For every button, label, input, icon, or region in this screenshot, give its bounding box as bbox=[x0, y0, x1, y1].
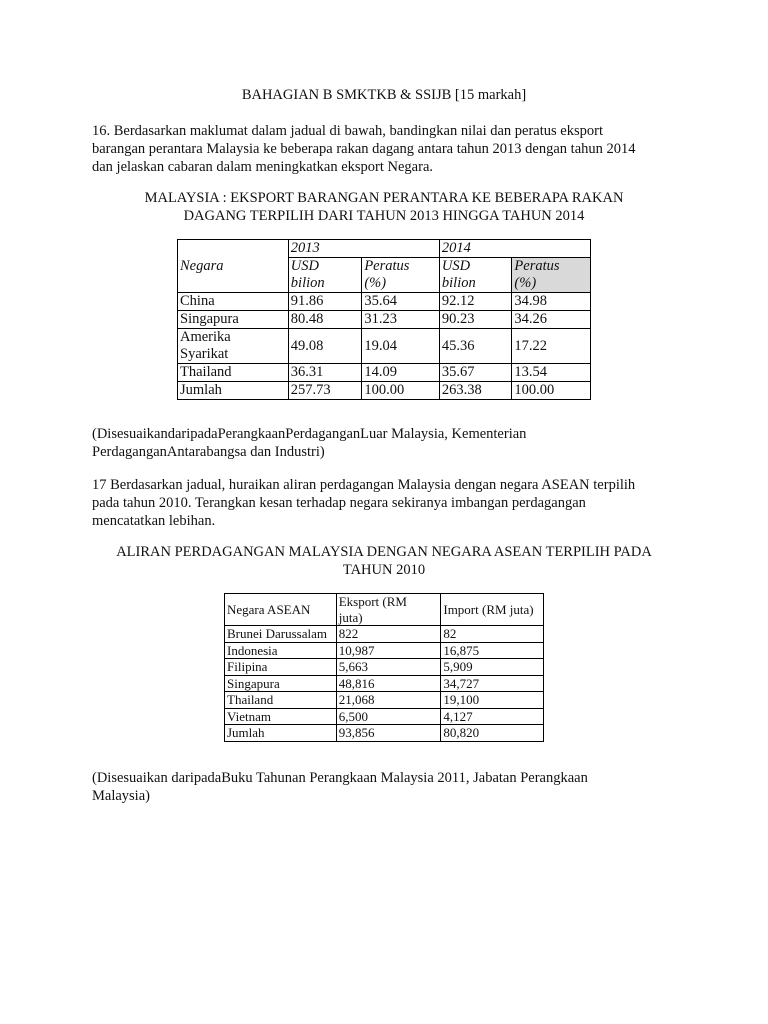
cell-eksport: 10,987 bbox=[336, 642, 441, 659]
cell-pct-2013: 19.04 bbox=[362, 329, 440, 364]
header-import: Import (RM juta) bbox=[441, 594, 544, 626]
table-row bbox=[225, 708, 544, 725]
table1-title bbox=[92, 189, 676, 225]
table-row bbox=[225, 626, 544, 643]
question-17-line: mencatatkan lebihan. bbox=[92, 513, 216, 529]
cell-country bbox=[178, 329, 289, 364]
table-row bbox=[225, 659, 544, 676]
section-heading: BAHAGIAN B SMKTKB & SSIJB [15 markah] bbox=[241, 87, 527, 103]
cell-pct-2014: 13.54 bbox=[512, 364, 591, 382]
cell-eksport: 5,663 bbox=[336, 659, 441, 676]
source-line: PerdaganganAntarabangsa dan Industri) bbox=[92, 444, 325, 460]
cell-country: Indonesia bbox=[225, 642, 337, 659]
cell-country-line: Syarikat bbox=[180, 346, 229, 362]
cell-import: 82 bbox=[441, 626, 544, 643]
header-usd-line: USD bbox=[290, 258, 319, 274]
header-pct-line: Peratus bbox=[514, 258, 560, 274]
cell-import: 5,909 bbox=[441, 659, 544, 676]
header-usd-2014 bbox=[439, 258, 512, 293]
cell-pct-2014: 34.98 bbox=[512, 293, 591, 311]
export-table bbox=[177, 239, 591, 400]
question-17-text bbox=[92, 476, 682, 530]
source-line: (DisesuaikandaripadaPerangkaanPerdaganganLuar Malaysia, Kementerian bbox=[92, 426, 527, 442]
question-16-line: barangan perantara Malaysia ke beberapa rakan dagang antara tahun 2013 dengan tahun 2014 bbox=[92, 141, 636, 157]
question-16-text bbox=[92, 122, 682, 176]
cell-import: 80,820 bbox=[441, 725, 544, 742]
table-row bbox=[178, 293, 591, 311]
cell-usd-2014: 263.38 bbox=[439, 382, 512, 400]
table1-source bbox=[92, 425, 682, 461]
table-row-total bbox=[178, 382, 591, 400]
table2-title-line: TAHUN 2010 bbox=[342, 562, 426, 578]
cell-country: Jumlah bbox=[225, 725, 337, 742]
table-row bbox=[178, 364, 591, 382]
table-header-row bbox=[178, 240, 591, 258]
cell-country: Singapura bbox=[178, 311, 289, 329]
cell-country: Jumlah bbox=[178, 382, 289, 400]
cell-pct-2013: 14.09 bbox=[362, 364, 440, 382]
cell-eksport: 21,068 bbox=[336, 692, 441, 709]
cell-usd-2013: 91.86 bbox=[288, 293, 362, 311]
cell-country: Filipina bbox=[225, 659, 337, 676]
table-header-row bbox=[225, 594, 544, 626]
cell-country: China bbox=[178, 293, 289, 311]
asean-trade-table bbox=[224, 593, 544, 742]
cell-eksport: 48,816 bbox=[336, 675, 441, 692]
cell-pct-2013: 31.23 bbox=[362, 311, 440, 329]
cell-country: Brunei Darussalam bbox=[225, 626, 337, 643]
cell-country: Singapura bbox=[225, 675, 337, 692]
cell-usd-2014: 45.36 bbox=[439, 329, 512, 364]
question-16-line: dan jelaskan cabaran dalam meningkatkan eksport Negara. bbox=[92, 159, 434, 175]
cell-pct-2014: 17.22 bbox=[512, 329, 591, 364]
table1-title-line: MALAYSIA : EKSPORT BARANGAN PERANTARA KE BEBERAPA RAKAN bbox=[144, 190, 624, 206]
header-eksport bbox=[336, 594, 441, 626]
table2-source bbox=[92, 769, 682, 805]
cell-usd-2014: 92.12 bbox=[439, 293, 512, 311]
table1-title-line: DAGANG TERPILIH DARI TAHUN 2013 HINGGA TAHUN 2014 bbox=[183, 208, 585, 224]
cell-eksport: 6,500 bbox=[336, 708, 441, 725]
header-pct-2014 bbox=[512, 258, 591, 293]
header-usd-line: bilion bbox=[290, 275, 325, 291]
cell-import: 34,727 bbox=[441, 675, 544, 692]
table2-title-line: ALIRAN PERDAGANGAN MALAYSIA DENGAN NEGARA ASEAN TERPILIH PADA bbox=[116, 544, 652, 560]
question-17-line: 17 Berdasarkan jadual, huraikan aliran perdagangan Malaysia dengan negara ASEAN terpilih bbox=[92, 477, 636, 493]
source-line: Malaysia) bbox=[92, 788, 150, 804]
question-16-line: 16. Berdasarkan maklumat dalam jadual di bawah, bandingkan nilai dan peratus eksport bbox=[92, 123, 603, 139]
header-usd-2013 bbox=[288, 258, 362, 293]
cell-import: 16,875 bbox=[441, 642, 544, 659]
cell-country: Thailand bbox=[225, 692, 337, 709]
header-eksport-line: Eksport (RM bbox=[338, 594, 407, 609]
question-17-line: pada tahun 2010. Terangkan kesan terhadap negara sekiranya imbangan perdagangan bbox=[92, 495, 586, 511]
header-year-2013: 2013 bbox=[288, 240, 439, 258]
cell-usd-2013: 80.48 bbox=[288, 311, 362, 329]
header-negara: Negara bbox=[178, 240, 289, 293]
table-row bbox=[225, 692, 544, 709]
cell-eksport: 822 bbox=[336, 626, 441, 643]
table-row-total bbox=[225, 725, 544, 742]
cell-import: 4,127 bbox=[441, 708, 544, 725]
cell-import: 19,100 bbox=[441, 692, 544, 709]
table-row bbox=[178, 329, 591, 364]
source-line: (Disesuaikan daripadaBuku Tahunan Perangkaan Malaysia 2011, Jabatan Perangkaan bbox=[92, 770, 588, 786]
header-pct-line: Peratus bbox=[364, 258, 410, 274]
table-row bbox=[178, 311, 591, 329]
header-usd-line: bilion bbox=[441, 275, 476, 291]
header-eksport-line: juta) bbox=[338, 609, 363, 625]
header-pct-line: (%) bbox=[364, 275, 387, 291]
cell-pct-2013: 35.64 bbox=[362, 293, 440, 311]
cell-usd-2013: 49.08 bbox=[288, 329, 362, 364]
cell-country: Vietnam bbox=[225, 708, 337, 725]
cell-eksport: 93,856 bbox=[336, 725, 441, 742]
header-pct-2013 bbox=[362, 258, 440, 293]
table2-title bbox=[92, 543, 676, 579]
cell-pct-2013: 100.00 bbox=[362, 382, 440, 400]
cell-usd-2013: 36.31 bbox=[288, 364, 362, 382]
header-year-2014: 2014 bbox=[439, 240, 590, 258]
cell-country: Thailand bbox=[178, 364, 289, 382]
header-pct-line: (%) bbox=[514, 275, 537, 291]
cell-usd-2014: 35.67 bbox=[439, 364, 512, 382]
cell-pct-2014: 100.00 bbox=[512, 382, 591, 400]
cell-pct-2014: 34.26 bbox=[512, 311, 591, 329]
header-negara-asean: Negara ASEAN bbox=[225, 594, 337, 626]
table-row bbox=[225, 642, 544, 659]
cell-country-line: Amerika bbox=[180, 329, 231, 345]
header-usd-line: USD bbox=[441, 258, 471, 274]
table-row bbox=[225, 675, 544, 692]
cell-usd-2014: 90.23 bbox=[439, 311, 512, 329]
cell-usd-2013: 257.73 bbox=[288, 382, 362, 400]
